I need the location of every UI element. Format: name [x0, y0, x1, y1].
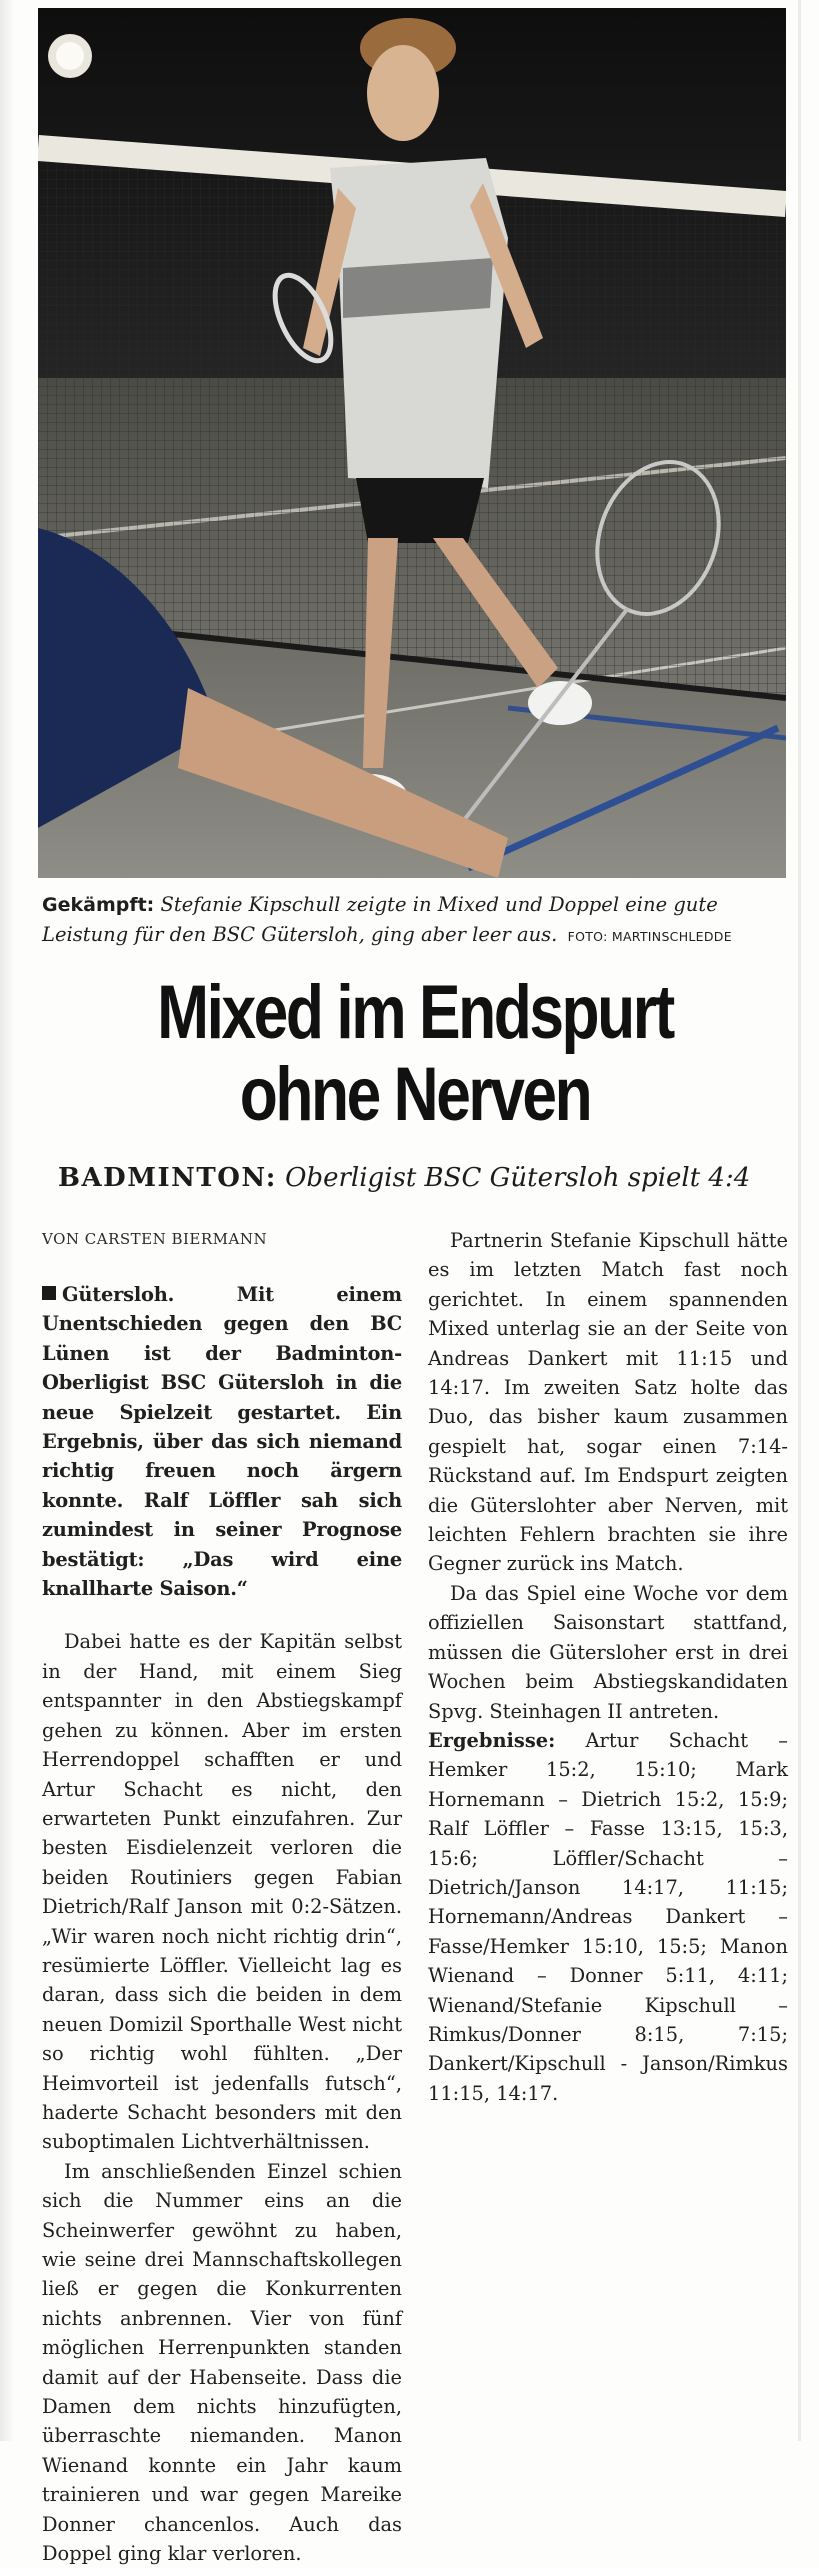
- photo-credit: FOTO: MARTINSCHLEDDE: [567, 929, 732, 944]
- article-paragraph: Im anschließenden Einzel schien sich die Nummer eins an die Scheinwerfer gewöhnt zu haben, wie seine drei Mannschaftskollegen ließ er gegen die Konkurrenten nichts anbrennen. Vier von fünf möglichen Herrenpunkten standen damit auf der Habenseite. Dass die Damen dem nichts hinzufügten, überraschte niemanden. Manon Wienand konnte ein Jahr kaum trainieren und war gegen Mareike Donner chancenlos. Auch das Doppel ging klar verloren.: [42, 2159, 402, 2566]
- article-paragraph: Dabei hatte es der Kapitän selbst in der Hand, mit einem Sieg entspannter in den Abstiegskampf gehen zu können. Aber im ersten Herrendoppel schafften er und Artur Schacht es nicht, den erwarteten Punkt einzufahren. Zur besten Eisdielenzeit verloren die beiden Routiniers gegen Fabian Dietrich/Ralf Janson mit 0:2-Sätzen. „Wir waren noch nicht richtig drin“, resümierte Löffler. Vielleicht lag es daran, dass sich die beiden in dem neuen Domizil Sporthalle West nicht so richtig wohl fühlten. „Der Heimvorteil ist jedenfalls futsch“, haderte Schacht besonders mit den suboptimalen Lichtverhältnissen.: [42, 1630, 402, 2154]
- paper-fold-line: [798, 0, 801, 2441]
- article-paragraph: Partnerin Stefanie Kipschull hätte es im letzten Match fast noch gerichtet. In einem spannenden Mixed unterlag sie an der Seite von Andreas Dankert mit 11:15 und 14:17. Im zweiten Satz holte das Duo, das bisher kaum zusammen gespielt hat, sogar einen 7:14-Rückstand auf. Im Endspurt zeigten die Güterslohter aber Nerven, mit leichten Fehlern brachten sie ihre Gegner zurück ins Match.: [428, 1229, 788, 1576]
- caption-text: Stefanie Kipschull zeigte in Mixed und Doppel eine gute Leistung für den BSC Gütersloh, ging aber leer aus.: [42, 893, 718, 946]
- results-text: Artur Schacht – Hemker 15:2, 15:10; Mark Hornemann – Dietrich 15:2, 15:9; Ralf Löffler – Fasse 13:15, 15:3, 15:6; Löffler/Schacht – Dietrich/Janson 14:17, 11:15; Hornemann/Andreas Dankert – Fasse/Hemker 15:10, 15:5; Manon Wienand – Donner 5:11, 4:11; Wienand/Stefanie Kipschull – Rimkus/Donner 8:15, 7:15; Dankert/Kipschull - Janson/Rimkus 11:15, 14:17.: [428, 1728, 788, 2105]
- byline: VON CARSTEN BIERMANN: [42, 1230, 268, 1248]
- results-label: Ergebnisse:: [428, 1728, 556, 1752]
- paragraph-square-icon: [42, 1286, 56, 1300]
- caption-lead: Gekämpft:: [42, 894, 155, 916]
- subheadline: [58, 1162, 798, 1194]
- article-photo: [38, 8, 786, 878]
- article-column-right: [428, 1226, 788, 2108]
- subheadline-kicker: BADMINTON:: [58, 1163, 277, 1193]
- article-column-left: [42, 1280, 402, 2568]
- headline-line-2: ohne Nerven: [239, 1052, 591, 1137]
- subheadline-topic: Oberligist BSC Gütersloh spielt 4:4: [285, 1163, 751, 1193]
- article-paragraph: Da das Spiel eine Woche vor dem offiziellen Saisonstart stattfand, müssen die Gütersloher erst in drei Wochen beim Abstiegskandidaten Spvg. Steinhagen II antreten.: [428, 1581, 788, 1723]
- headline: [108, 972, 723, 1136]
- article-intro-text: Gütersloh. Mit einem Unentschieden gegen den BC Lünen ist der Badminton-Oberligist BSC Gütersloh in die neue Spielzeit gestartet. Ein Ergebnis, über das sich niemand richtig freuen noch ärgern konnte. Ralf Löffler sah sich zumindest in seiner Prognose bestätigt: „Das wird eine knallharte Saison.“: [42, 1283, 402, 1601]
- photo-caption: [42, 890, 787, 951]
- headline-line-1: Mixed im Endspurt: [157, 970, 673, 1055]
- results-paragraph: [428, 1726, 788, 2108]
- article-intro: [42, 1280, 402, 1603]
- scan-edge: [0, 0, 14, 2441]
- badminton-photo: [38, 8, 786, 878]
